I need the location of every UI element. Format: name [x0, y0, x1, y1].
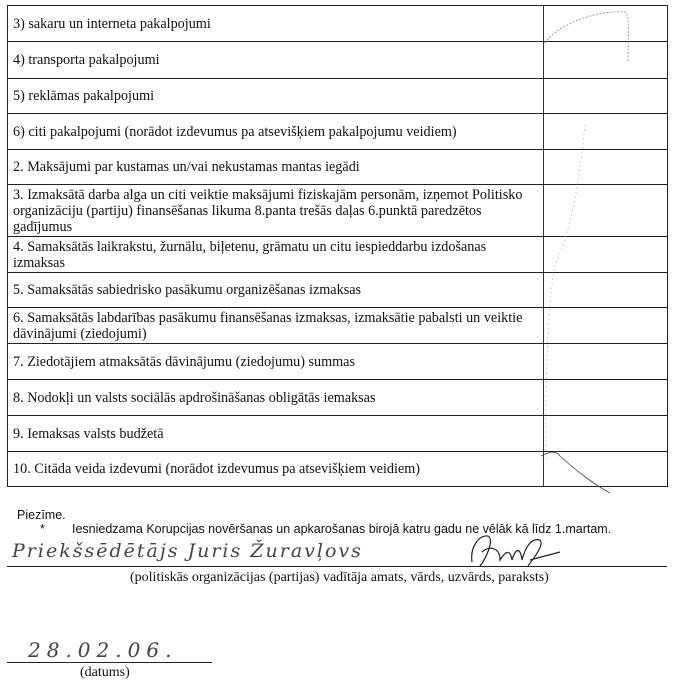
- row-label: 4) transporta pakalpojumi: [8, 42, 544, 78]
- row-label: 5. Samaksātās sabiedrisko pasākumu organizēšanas izmaksas: [8, 273, 544, 307]
- table-row: [8, 416, 667, 452]
- table-row: [8, 380, 667, 416]
- expenses-table: [7, 5, 668, 487]
- table-row: [8, 150, 667, 185]
- signature-line: [7, 566, 667, 567]
- signature-caption: (politiskās organizācijas (partijas) vadītāja amats, vārds, uzvārds, paraksts): [130, 570, 549, 585]
- table-row: [8, 114, 667, 150]
- row-value[interactable]: [544, 344, 667, 379]
- row-value[interactable]: [544, 150, 667, 184]
- date-line: [7, 662, 212, 663]
- row-label: 7. Ziedotājiem atmaksātās dāvinājumu (ziedojumu) summas: [8, 344, 544, 379]
- row-value[interactable]: [544, 114, 667, 149]
- table-row: [8, 6, 667, 42]
- row-value[interactable]: [544, 308, 667, 343]
- row-label: 2. Maksājumi par kustamas un/vai nekustamas mantas iegādi: [8, 150, 544, 184]
- row-value[interactable]: [544, 273, 667, 307]
- row-value[interactable]: [544, 6, 667, 41]
- table-row: [8, 452, 667, 487]
- table-row: [8, 185, 667, 237]
- row-label: 5) reklāmas pakalpojumi: [8, 79, 544, 113]
- date-caption: (datums): [80, 665, 130, 680]
- handwritten-name: Priekšsēdētājs Juris Žuravļovs: [12, 540, 363, 562]
- handwritten-date: 28.02.06.: [28, 638, 178, 662]
- row-value[interactable]: [544, 237, 667, 272]
- row-label: 3) sakaru un interneta pakalpojumi: [8, 6, 544, 41]
- table-row: [8, 273, 667, 308]
- note-text: Iesniedzama Korupcijas novēršanas un apkarošanas birojā katru gadu ne vēlāk kā līdz 1.martam.: [72, 522, 612, 536]
- table-row: [8, 237, 667, 273]
- row-label: 6. Samaksātās labdarības pasākumu finansēšanas izmaksas, izmaksātie pabalsti un veiktie dāvinājumi (ziedojumi): [8, 308, 544, 343]
- row-label: 8. Nodokļi un valsts sociālās apdrošināšanas obligātās iemaksas: [8, 380, 544, 415]
- row-label: 9. Iemaksas valsts budžetā: [8, 416, 544, 451]
- row-value[interactable]: [544, 42, 667, 78]
- note-heading: Piezīme.: [17, 508, 66, 522]
- row-value[interactable]: [544, 185, 667, 236]
- row-value[interactable]: [544, 380, 667, 415]
- note-bullet: *: [40, 522, 45, 536]
- row-label: 4. Samaksātās laikrakstu, žurnālu, biļetenu, grāmatu un citu iespieddarbu izdošanas izmaksas: [8, 237, 544, 272]
- row-label: 6) citi pakalpojumi (norādot izdevumus pa atsevišķiem pakalpojumu veidiem): [8, 114, 544, 149]
- table-row: [8, 42, 667, 79]
- row-label: 10. Citāda veida izdevumi (norādot izdevumus pa atsevišķiem veidiem): [8, 452, 544, 486]
- row-value[interactable]: [544, 79, 667, 113]
- table-row: [8, 308, 667, 344]
- row-value[interactable]: [544, 452, 667, 486]
- table-row: [8, 79, 667, 114]
- row-value[interactable]: [544, 416, 667, 451]
- table-row: [8, 344, 667, 380]
- row-label: 3. Izmaksātā darba alga un citi veiktie maksājumi fiziskajām personām, izņemot Politisko organizāciju (partiju) finansēšanas likuma 8.panta trešās daļas 6.punktā paredzētos gadījumus: [8, 185, 544, 236]
